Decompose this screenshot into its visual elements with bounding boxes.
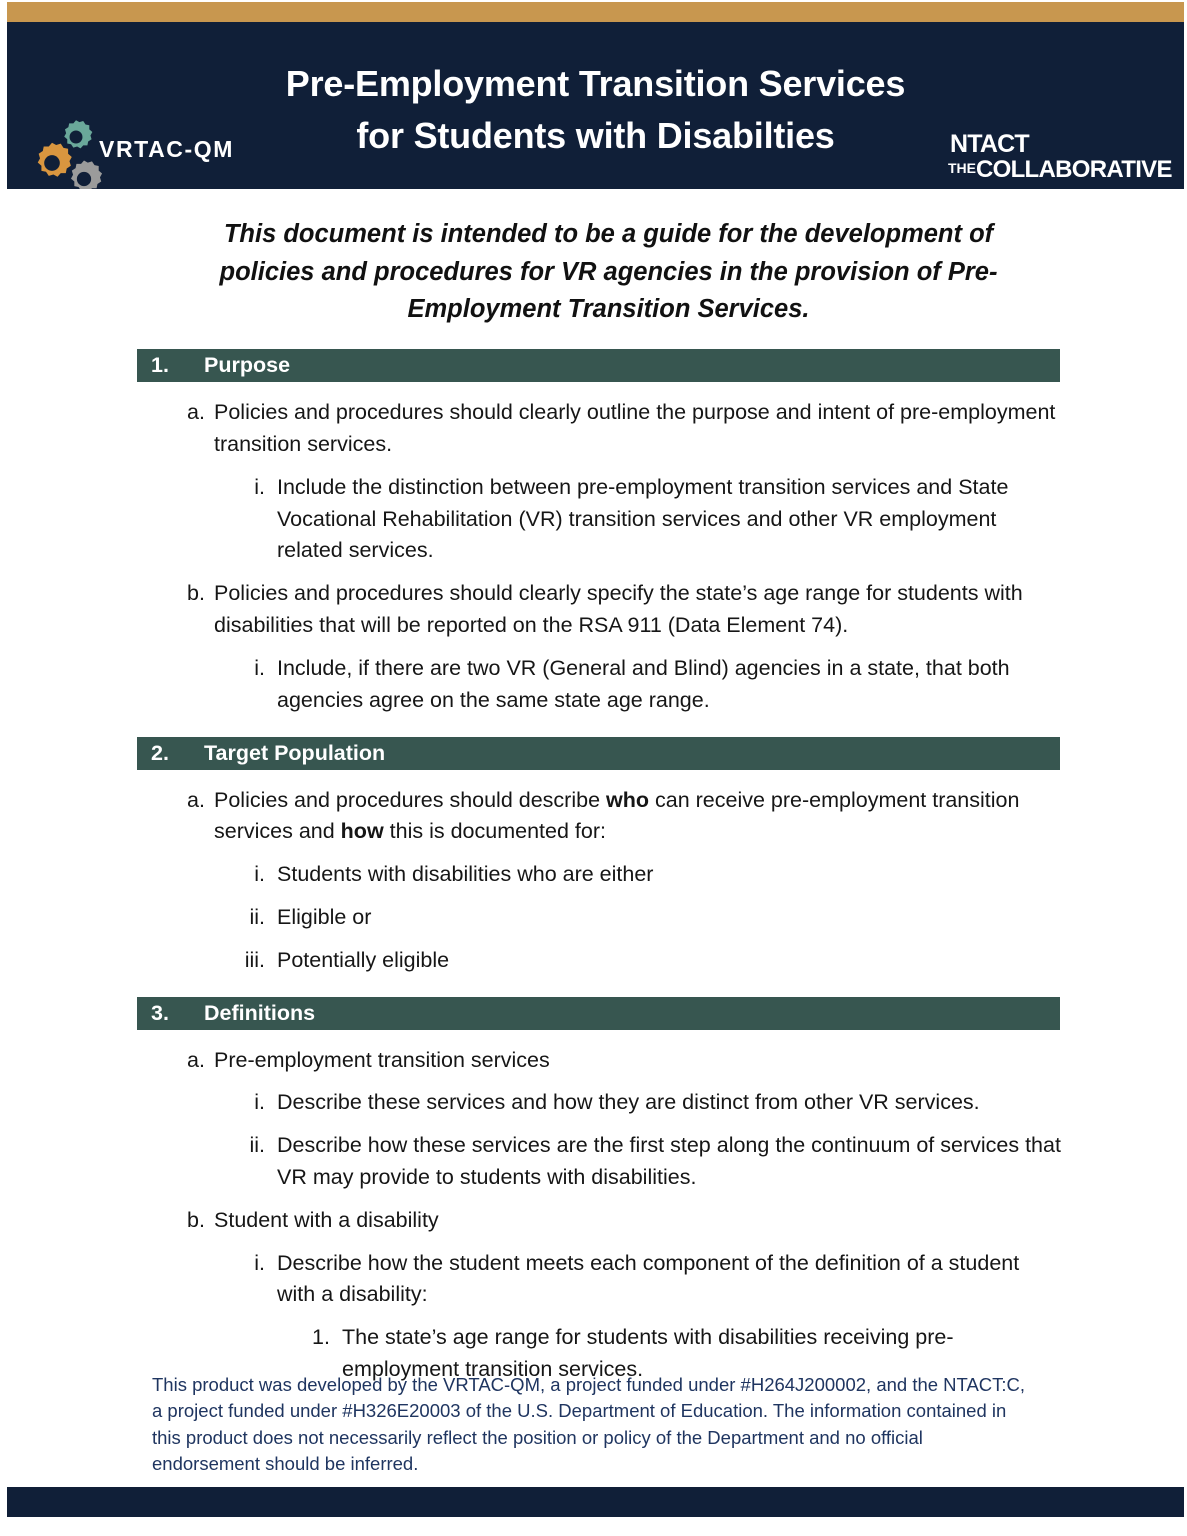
top-accent-bar: [7, 2, 1184, 22]
section-header-1: [137, 349, 1060, 382]
spacer: [0, 329, 1187, 349]
spacer: [0, 934, 1187, 945]
document-body: [0, 189, 1187, 1386]
spacer: [0, 567, 1187, 578]
spacer: [0, 717, 1187, 737]
section-number: 2.: [151, 740, 169, 765]
vrtac-qm-logo: [27, 114, 257, 189]
list-item-marker: b.: [187, 1207, 205, 1232]
list-item-text: Describe how these services are the first step along the continuum of services that VR may provide to students with disabilities.: [277, 1133, 1061, 1190]
section-title: Target Population: [204, 740, 386, 765]
list-item-text: Describe how the student meets each component of the definition of a student with a disability:: [277, 1250, 1020, 1307]
ntact-collaborative-word: COLLABORATIVE: [976, 156, 1172, 183]
spacer: [0, 382, 1187, 397]
spacer: [0, 642, 1187, 653]
list-item-marker: ii.: [249, 1133, 265, 1158]
list-item: [244, 902, 1187, 934]
spacer: [0, 891, 1187, 902]
spacer: [0, 1076, 1187, 1087]
spacer: [0, 1030, 1187, 1045]
list-item-text: Students with disabilities who are either: [277, 862, 654, 887]
ntact-wordmark: NTACT: [950, 130, 1029, 158]
section-title: Definitions: [204, 1000, 316, 1025]
section-number: 3.: [151, 1000, 169, 1025]
list-item-text: Include the distinction between pre-employment transition services and State Vocational Rehabilitation (VR) transition services and other VR employment related services.: [277, 474, 1009, 563]
vrtac-qm-wordmark: VRTAC-QM: [99, 136, 235, 162]
title-line-2: for Students with Disabilties: [356, 115, 835, 157]
list-item-marker: a.: [187, 400, 205, 425]
title-line-1: Pre-Employment Transition Services: [285, 63, 906, 104]
section-number: 1.: [151, 353, 169, 378]
intro-statement: This document is intended to be a guide for the development of policies and procedures for VR agencies in the provision of Pre-Employment Transition Services.: [219, 220, 998, 324]
list-item-text: Eligible or: [277, 904, 372, 929]
bottom-accent-bar: [7, 1487, 1184, 1517]
list-item-text: Pre-employment transition services: [214, 1047, 550, 1072]
section-header-3: [137, 997, 1060, 1030]
spacer: [0, 1311, 1187, 1322]
list-item-marker: i.: [254, 474, 265, 499]
list-item: [187, 1205, 1187, 1237]
document-header-banner: [7, 22, 1184, 189]
spacer: [0, 1237, 1187, 1248]
list-item-marker: i.: [254, 862, 265, 887]
list-item-marker: 1.: [312, 1325, 330, 1350]
list-item: [244, 859, 1187, 891]
list-item: [244, 945, 1187, 977]
ntact-collaborative-logo: [948, 130, 1172, 189]
spacer: [0, 1119, 1187, 1130]
list-item-marker: i.: [254, 1090, 265, 1115]
spacer: [0, 848, 1187, 859]
list-item: [244, 653, 1187, 717]
list-item-marker: ii.: [249, 904, 265, 929]
section-header-2: [137, 737, 1060, 770]
list-item: [244, 1087, 1187, 1119]
spacer: [0, 1194, 1187, 1205]
list-item-marker: i.: [254, 1250, 265, 1275]
list-item-marker: a.: [187, 1047, 205, 1072]
ntact-the-word: THE: [948, 160, 976, 176]
list-item-text: Describe these services and how they are distinct from other VR services.: [277, 1090, 980, 1115]
list-item-marker: a.: [187, 787, 205, 812]
list-item-text: Policies and procedures should clearly specify the state’s age range for students with disabilities that will be reported on the RSA 911 (Data Element 74).: [214, 581, 1023, 638]
spacer: [0, 461, 1187, 472]
list-item: [244, 1248, 1187, 1312]
list-item: [187, 578, 1187, 642]
ntact-tagline: [948, 156, 1172, 183]
list-item-text: Include, if there are two VR (General and Blind) agencies in a state, that both agencies agree on the same state age range.: [277, 655, 1010, 712]
list-item-text: Policies and procedures should describe who can receive pre-employment transition services and how this is documented for:: [214, 787, 1020, 844]
list-item: [187, 397, 1187, 461]
list-item-marker: b.: [187, 581, 205, 606]
list-item: [244, 1130, 1187, 1194]
sections-container: [0, 329, 1187, 1386]
list-item: [187, 1045, 1187, 1077]
list-item-text: Student with a disability: [214, 1207, 439, 1232]
list-item-marker: i.: [254, 655, 265, 680]
list-item: [187, 785, 1187, 849]
list-item: [244, 472, 1187, 567]
spacer: [0, 977, 1187, 997]
list-item-text: Policies and procedures should clearly outline the purpose and intent of pre-employment transition services.: [214, 400, 1056, 457]
list-item-text: Potentially eligible: [277, 947, 450, 972]
list-item-text: The state’s age range for students with disabilities receiving pre-employment transition services.: [342, 1325, 954, 1382]
funding-disclaimer: This product was developed by the VRTAC-QM, a project funded under #H264J200002, and the NTACT:C, a project funded under #H326E20003 of the U.S. Department of Education. The information contained in this product does not necessarily reflect the position or policy of the Department and no official endorsement should be inferred.: [152, 1374, 1026, 1475]
section-title: Purpose: [204, 353, 291, 378]
spacer: [0, 770, 1187, 785]
list-item-marker: iii.: [244, 947, 265, 972]
